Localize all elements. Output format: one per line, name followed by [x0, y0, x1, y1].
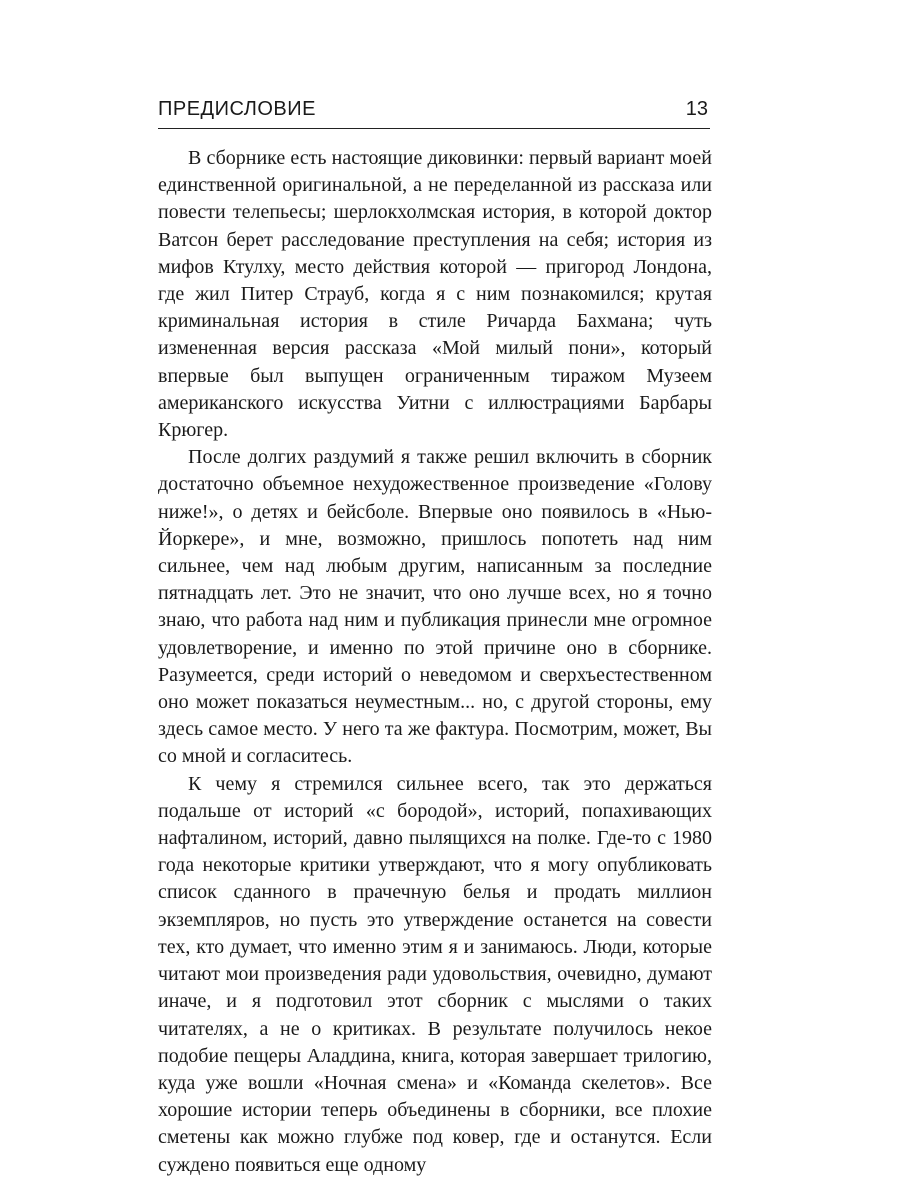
running-header	[158, 96, 710, 129]
paragraph-1: В сборнике есть настоящие диковинки: первый вариант моей единственной оригинальной, а не переделанной из рассказа или повести телепьесы; шерлокхолмская история, в которой доктор Ватсон берет расследование преступления на себя; история из мифов Ктулху, место действия которой — пригород Лондона, где жил Питер Страуб, когда я с ним познакомился; крутая криминальная история в стиле Ричарда Бахмана; чуть измененная версия рассказа «Мой милый пони», который впервые был выпущен ограниченным тиражом Музеем американского искусства Уитни с иллюстрациями Барбары Крюгер.	[158, 147, 712, 442]
paragraph-2: После долгих раздумий я также решил включить в сборник достаточно объемное нехудожественное произведение «Голову ниже!», о детях и бейсболе. Впервые оно появилось в «Нью-Йоркере», и мне, возможно, пришлось попотеть над ним сильнее, чем над любым другим, написанным за последние пятнадцать лет. Это не значит, что оно лучше всех, но я точно знаю, что работа над ним и публикация принесли мне огромное удовлетворение, и именно по этой причине оно в сборнике. Разумеется, среди историй о неведомом и сверхъестественном оно может показаться неуместным... но, с другой стороны, ему здесь самое место. У него та же фактура. Посмотрим, может, Вы со мной и согласитесь.	[158, 446, 712, 768]
page-number: 13	[685, 98, 708, 120]
paragraph-3: К чему я стремился сильнее всего, так это держаться подальше от историй «с бородой», историй, попахивающих нафталином, историй, давно пылящихся на полке. Где-то с 1980 года некоторые критики утверждают, что я могу опубликовать список сданного в прачечную белья и продать миллион экземпляров, но пусть это утверждение останется на совести тех, кто думает, что именно этим я и занимаюсь. Люди, которые читают мои произведения ради удовольствия, очевидно, думают иначе, и я подготовил этот сборник с мыслями о таких читателях, а не о критиках. В результате получилось некое подобие пещеры Аладдина, книга, которая завершает трилогию, куда уже вошли «Ночная смена» и «Команда скелетов». Все хорошие истории теперь объединены в сборники, все плохие сметены как можно глубже под ковер, где и останутся. Если суждено появиться еще одному	[158, 772, 712, 1176]
body-text	[158, 145, 712, 1179]
section-title: ПРЕДИСЛОВИЕ	[158, 98, 316, 120]
